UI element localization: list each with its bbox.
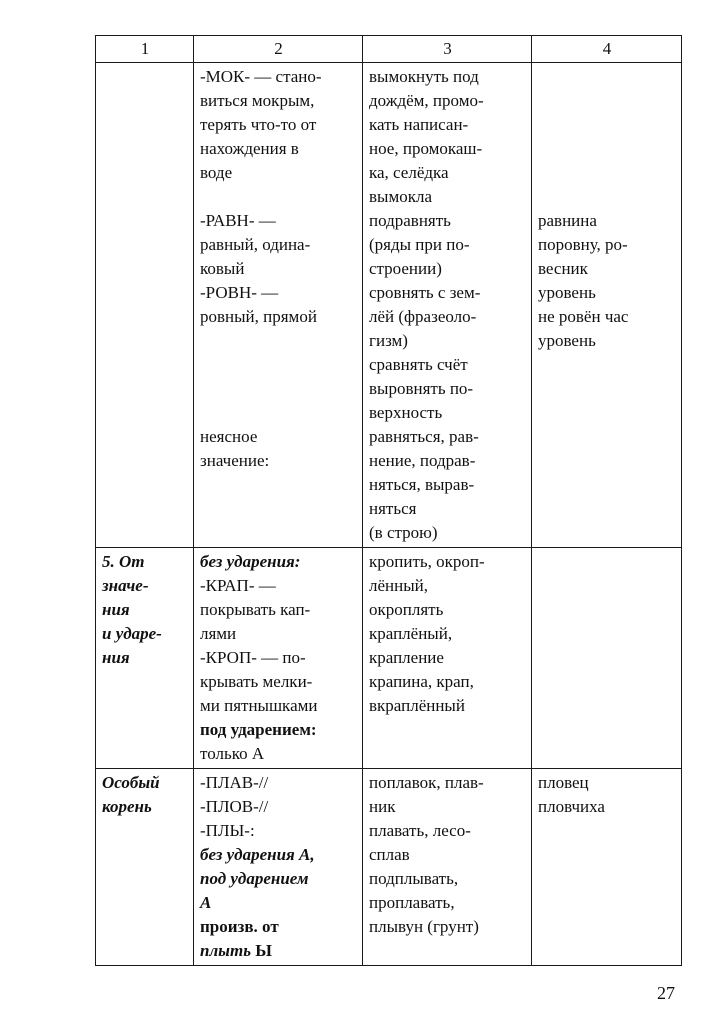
text-line: вкраплённый [369, 696, 465, 715]
table-row-mok-ravn [96, 63, 682, 548]
spacer [538, 65, 676, 89]
cell-row2-col4 [532, 548, 682, 769]
text-line: нахождения в [200, 139, 299, 158]
text-line: краплёный, [369, 624, 453, 643]
text-line: весник [538, 259, 588, 278]
header-col-1: 1 [96, 36, 194, 63]
text-line: сплав [369, 845, 410, 864]
text-line: -ПЛОВ-// [200, 797, 269, 816]
text-line: не ровён час [538, 307, 629, 326]
spacer [538, 137, 676, 161]
text-line: строении) [369, 259, 442, 278]
header-col-3: 3 [363, 36, 532, 63]
text-line: кропить, окроп- [369, 552, 485, 571]
text-line: значение: [200, 451, 270, 470]
rules-table [95, 35, 682, 966]
text-line: равнина [538, 211, 597, 230]
text-line: равный, одина- [200, 235, 311, 254]
text-line: -РАВН- — [200, 211, 276, 230]
text-line: проплавать, [369, 893, 455, 912]
unstressed-label: без ударения: [200, 552, 301, 571]
category-label: значе- [102, 576, 149, 595]
category-label: и ударе- [102, 624, 162, 643]
text-line: терять что-то от [200, 115, 317, 134]
rule-line: без ударения А, [200, 845, 315, 864]
cell-row3-col2 [194, 769, 363, 966]
text-line: пловец [538, 773, 589, 792]
spacer [200, 185, 357, 209]
text-line: сравнять счёт [369, 355, 468, 374]
category-label: ния [102, 648, 130, 667]
text-line: лённый, [369, 576, 428, 595]
text-line: няться [369, 499, 417, 518]
spacer [200, 353, 357, 377]
derivation-letter: Ы [255, 941, 272, 960]
text-line: (в строю) [369, 523, 438, 542]
derivation-note: произв. от [200, 917, 279, 936]
text-line: -ПЛЫ-: [200, 821, 255, 840]
stressed-label: под ударением: [200, 720, 317, 739]
text-line: поплавок, плав- [369, 773, 484, 792]
spacer [538, 185, 676, 209]
text-line: вымокла [369, 187, 432, 206]
table-row-krap [96, 548, 682, 769]
header-col-4: 4 [532, 36, 682, 63]
text-line: ми пятнышками [200, 696, 318, 715]
text-line: крывать мелки- [200, 672, 313, 691]
text-line: верхность [369, 403, 443, 422]
text-line: няться, вырав- [369, 475, 475, 494]
text-line: ник [369, 797, 396, 816]
cell-row2-col1 [96, 548, 194, 769]
cell-row3-col1 [96, 769, 194, 966]
spacer [538, 113, 676, 137]
cell-row1-col3 [363, 63, 532, 548]
text-line: ное, промокаш- [369, 139, 483, 158]
spacer [200, 401, 357, 425]
cell-row3-col4 [532, 769, 682, 966]
text-line: ка, селёдка [369, 163, 449, 182]
cell-row2-col3 [363, 548, 532, 769]
text-line: уровень [538, 331, 596, 350]
text-line: -МОК- — стано- [200, 67, 322, 86]
text-line: подравнять [369, 211, 451, 230]
spacer [538, 89, 676, 113]
text-line: крапление [369, 648, 444, 667]
cell-row1-col2 [194, 63, 363, 548]
text-line: окроплять [369, 600, 444, 619]
header-col-2: 2 [194, 36, 363, 63]
cell-row2-col2 [194, 548, 363, 769]
derivation-verb: плыть [200, 941, 251, 960]
text-line: гизм) [369, 331, 408, 350]
text-line: ковый [200, 259, 245, 278]
spacer [538, 161, 676, 185]
text-line: -ПЛАВ-// [200, 773, 269, 792]
text-line: плывун (грунт) [369, 917, 479, 936]
text-line: пловчиха [538, 797, 605, 816]
text-line: -КРОП- — по- [200, 648, 306, 667]
text-line: крапина, крап, [369, 672, 474, 691]
rule-line: А [200, 893, 212, 912]
text-line: -КРАП- — [200, 576, 276, 595]
category-label: корень [102, 797, 152, 816]
text-line: покрывать кап- [200, 600, 311, 619]
text-line: кать написан- [369, 115, 469, 134]
spacer [200, 329, 357, 353]
category-label: Особый [102, 773, 160, 792]
text-line: лёй (фразеоло- [369, 307, 477, 326]
text-line: равняться, рав- [369, 427, 479, 446]
category-label: 5. От [102, 552, 145, 571]
text-line: дождём, промо- [369, 91, 484, 110]
text-line: выровнять по- [369, 379, 474, 398]
table-row-plav [96, 769, 682, 966]
text-line: неясное [200, 427, 258, 446]
text-line: плавать, лесо- [369, 821, 471, 840]
text-line: уровень [538, 283, 596, 302]
text-line: нение, подрав- [369, 451, 476, 470]
text-line: подплывать, [369, 869, 459, 888]
table-header-row [96, 36, 682, 63]
cell-row1-col4 [532, 63, 682, 548]
category-label: ния [102, 600, 130, 619]
text-line: (ряды при по- [369, 235, 470, 254]
text-line: только А [200, 744, 265, 763]
rule-line: под ударением [200, 869, 309, 888]
text-line: поровну, ро- [538, 235, 628, 254]
text-line: виться мокрым, [200, 91, 315, 110]
page-number: 27 [657, 983, 675, 1003]
text-line: сровнять с зем- [369, 283, 481, 302]
cell-row1-col1 [96, 63, 194, 548]
cell-row3-col3 [363, 769, 532, 966]
text-line: вымокнуть под [369, 67, 479, 86]
text-line: ровный, прямой [200, 307, 317, 326]
derivation-line [200, 939, 357, 963]
text-line: лями [200, 624, 237, 643]
spacer [200, 377, 357, 401]
text-line: -РОВН- — [200, 283, 279, 302]
text-line: воде [200, 163, 233, 182]
